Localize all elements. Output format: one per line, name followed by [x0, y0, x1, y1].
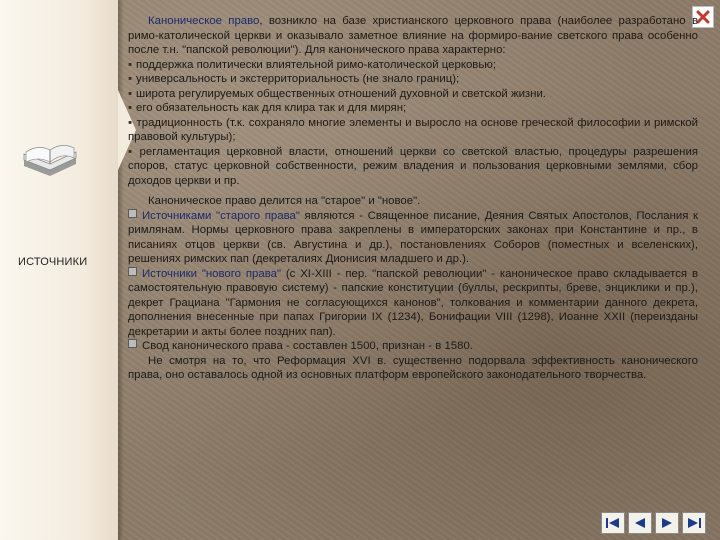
prev-slide-button[interactable] [628, 512, 652, 534]
checkbox-bullet-icon [128, 209, 137, 218]
close-icon [696, 10, 710, 24]
book-icon [20, 138, 80, 182]
term-old-law: Источниками "старого права" [142, 209, 300, 222]
bullet-text: его обязательность как для клира так и для мирян; [136, 102, 407, 114]
sidebar-label: ИСТОЧНИКИ [18, 256, 88, 268]
last-icon [686, 517, 702, 529]
first-icon [605, 517, 621, 529]
next-icon [659, 517, 675, 529]
closing-paragraph: Не смотря на то, что Реформация XVI в. существенно подорвала эффективность канонического права, оно оставалось одной из основных платформ европейского законодательного творчества. [128, 354, 698, 381]
bullet-text: традиционность (т.к. сохраняло многие элементы и выросло на основе греческой философии и римской правовой культуры); [128, 116, 699, 143]
bullet-item: ▪ его обязательность как для клира так и для мирян; [128, 102, 407, 114]
bullet-item: ▪ широта регулируемых общественных отношений духовной и светской жизни. [128, 87, 546, 100]
intro-text: , возникло на базе христианского церковного права (наиболее разработано в римо-католической церкви и оказывало заметное влияние на формиро-вание светского права особенно после т.н. "папской революции"). Для канонического права характерно: [128, 15, 698, 56]
navigation-bar [601, 512, 706, 534]
bullet-text: поддержка политически влиятельной римо-католической церковью; [136, 58, 496, 71]
bullet-text: универсальность и экстерриториальность (не знало границ); [136, 73, 460, 85]
sidebar [0, 0, 118, 540]
term-canon-law: Каноническое право [148, 15, 260, 27]
new-law-text: (с XI-XIII - пер. "папской революции" - каноническое право складывается в самостоятельную правовую систему) - папские конституции (буллы, рескрипты, бреве, энциклики и пр.), декрет Грациана "Гармония не согласующихся канонов", толкования и комментарии данного декрета, дополнения внесенные при папах Григории IX (1234), Бонифации VIII (1298), Иоанне XXII (переизданы декретарии и акты более поздних пап). [128, 267, 698, 338]
checkbox-bullet-icon [128, 267, 137, 276]
old-law-text: являются - Священное писание, Деяния Святых Апостолов, Послания к римлянам. Нормы церковного права закреплены в императорских законах при Константине и пр., в писаниях отцов церкви (св. Августина и др.), постановлениях Соборов (поместных и вселенских), решениях римских пап (декреталиях Дионисия младшего и др.). [128, 209, 699, 265]
main-content [128, 14, 698, 383]
term-new-law: Источники "нового права" [142, 267, 281, 280]
bullet-text: широта регулируемых общественных отношений духовной и светской жизни. [136, 87, 546, 100]
checkbox-bullet-icon [128, 339, 137, 348]
new-law-paragraph [128, 267, 698, 340]
bullet-item: ▪ традиционность (т.к. сохраняло многие элементы и выросло на основе греческой философии и римской правовой культуры); [128, 116, 699, 143]
next-slide-button[interactable] [655, 512, 679, 534]
bullet-item: ▪ регламентация церковной власти, отношений церкви со светской властью, процедуры разрешения споров, статус церковной собственности, режим владения и пользования церковными землями, сбор доходов церкви и пр. [128, 145, 698, 187]
code-paragraph [128, 339, 698, 354]
old-law-paragraph [128, 209, 698, 267]
code-text: Свод канонического права - составлен 1500, признан - в 1580. [142, 340, 473, 352]
bullet-item: ▪ универсальность и экстерриториальность (не знало границ); [128, 73, 460, 85]
last-slide-button[interactable] [682, 512, 706, 534]
intro-paragraph [128, 14, 698, 58]
division-paragraph: Каноническое право делится на "старое" и "новое". [148, 195, 421, 207]
bullet-text: регламентация церковной власти, отношений церкви со светской властью, процедуры разрешения споров, статус церковной собственности, режим владения и пользования церковными землями, сбор доходов церкви и пр. [128, 145, 698, 187]
prev-icon [632, 517, 648, 529]
bullet-item: ▪ поддержка политически влиятельной римо-католической церковью; [128, 58, 496, 71]
sidebar-shadow [118, 0, 124, 540]
first-slide-button[interactable] [601, 512, 625, 534]
